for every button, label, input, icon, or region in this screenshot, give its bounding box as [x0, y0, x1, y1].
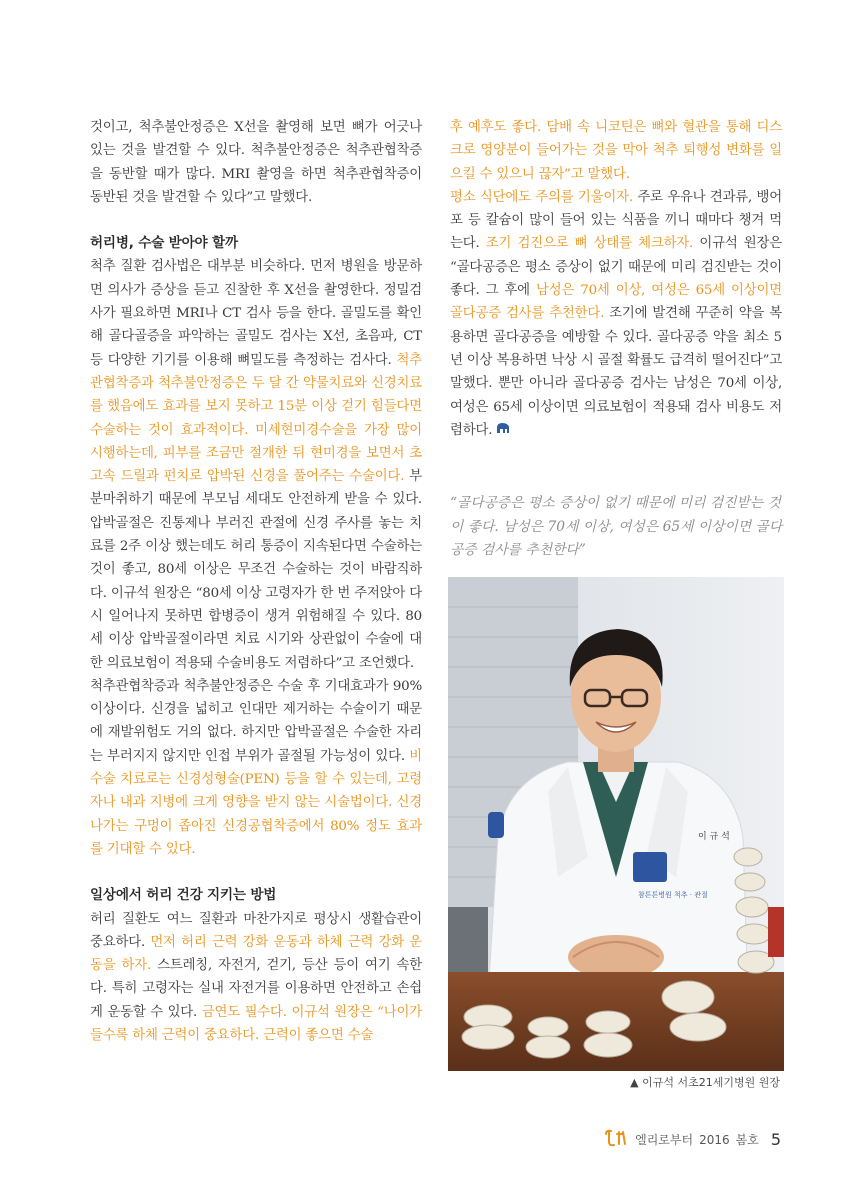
photo-caption: ▲ 이규석 서초21세기병원 원장	[630, 1076, 780, 1089]
svg-text:이 규 석: 이 규 석	[698, 832, 730, 842]
issue-year: 2016	[699, 1132, 730, 1147]
section-heading-surgery: 허리병, 수술 받아야 할까	[90, 235, 238, 252]
section-heading-daily: 일상에서 허리 건강 지키는 방법	[90, 887, 277, 904]
highlight-text: 남성은 70세 이상, 여성은 65세 이상이면 골다공증 검사를 추천한다.	[450, 283, 782, 322]
highlight-text: 비수술 치료로는 신경성형술(PEN) 등을 할 수 있는데, 고령자나 내과 지병에 크게 영향을 받지 않는 시술법이다. 신경 나가는 구멍이 좁아진 신경공협착증에서 80% 정도 효과를 기대할 수 있다.	[90, 748, 422, 857]
paragraph: 평소 식단에도 주의를 기울이자. 주로 우유나 견과류, 뱅어포 등 칼슘이 많이 들어 있는 식품을 끼니 때마다 챙겨 먹는다. 조기 검진으로 뼈 상태를 체크하자. 이규석 원장은 “골다공증은 평소 증상이 없기 때문에 미리 검진받는 것이 좋다. 그 후에 남성은 70세 이상, 여성은 65세 이상이면 골다공증 검사를 추천한다. 조기에 발견해 꾸준히 약을 복용하면 골다공증을 예방할 수 있다. 골다공증 약을 최소 5년 이상 복용하면 낙상 시 골절 확률도 급격히 떨어진다”고 말했다. 뿐만 아니라 골다공증 검사는 남성은 70세 이상, 여성은 65세 이상이면 의료보험이 적용돼 검사 비용도 저렴하다.	[450, 186, 782, 442]
paragraph: 후 예후도 좋다. 담배 속 니코틴은 뼈와 혈관을 통해 디스크로 영양분이 들어가는 것을 막아 척추 퇴행성 변화를 일으킬 수 있으니 끊자”고 말했다.	[450, 120, 782, 182]
paragraph: 것이고, 척추불안정증은 X선을 촬영해 보면 뼈가 어긋나 있는 것을 발견할 수 있다. 척추불안정증은 척추관협착증을 동반할 때가 많다. MRI 촬영을 하면 척추관협착증이 동반된 것을 발견할 수 있다”고 말했다.	[90, 120, 422, 205]
right-column	[450, 116, 782, 442]
highlight-text: 금연도 필수다. 이규석 원장은 “나이가 들수록 하체 근력이 중요하다. 근력이 좋으면 수술	[90, 1004, 422, 1043]
page-number: 5	[770, 1130, 781, 1149]
paragraph: 척추 질환 검사법은 대부분 비슷하다. 먼저 병원을 방문하면 의사가 증상을 듣고 진찰한 후 X선을 촬영한다. 정밀검사가 필요하면 MRI나 CT 검사 등을 한다. 골밀도를 확인해 골다골증을 파악하는 골밀도 검사는 X선, 초음파, CT 등 다양한 기기를 이용해 뼈밀도를 측정하는 검사다. 척추관협착증과 척추불안정증은 두 달 간 약물치료와 신경치료를 했음에도 효과를 보지 못하고 15분 이상 걷기 힘들다면 수술하는 것이 효과적이다. 미세현미경수술을 가장 많이 시행하는데, 피부를 조금만 절개한 뒤 현미경을 보면서 초고속 드릴과 펀치로 압박된 신경을 풀어주는 수술이다. 부분마취하기 때문에 부모님 세대도 안전하게 받을 수 있다. 압박골절은 진통제나 부러진 관절에 신경 주사를 놓는 치료를 2주 이상 했는데도 허리 통증이 지속된다면 수술하는 것이 좋고, 80세 이상은 무조건 수술하는 것이 바람직하다. 이규석 원장은 “80세 이상 고령자가 한 번 주저앉아 다시 일어나지 못하면 합병증이 생겨 위험해질 수 있다. 80세 이상 압박골절이라면 치료 시기와 상관없이 수술에 대한 의료보험이 적용돼 수술비용도 저렴하다”고 조언했다.	[90, 259, 422, 671]
highlight-text: 먼저 허리 근력 강화 운동과 하체 근력 강화 운동을 하자.	[90, 934, 422, 974]
end-mark-icon	[496, 419, 510, 442]
paragraph: 허리 질환도 여느 질환과 마찬가지로 평상시 생활습관이 중요하다. 먼저 허리 근력 강화 운동과 하체 근력 강화 운동을 하자. 스트레칭, 자전거, 걷기, 등산 등이 여기 속한다. 특히 고령자는 실내 자전거를 이용하면 안전하고 손쉽게 운동할 수 있다. 금연도 필수다. 이규석 원장은 “나이가 들수록 하체 근력이 중요하다. 근력이 좋으면 수술	[90, 911, 422, 1043]
pull-quote: “골다공증은 평소 증상이 없기 때문에 미리 검진받는 것이 좋다. 남성은 70세 이상, 여성은 65세 이상이면 골다공증 검사를 추천한다”	[450, 495, 783, 558]
page-footer	[603, 1128, 781, 1151]
highlight-text: 평소 식단에도 주의를 기울이자.	[450, 189, 633, 205]
highlight-text: 조기 검진으로 뼈 상태를 체크하자.	[485, 236, 694, 252]
left-column	[90, 116, 422, 1047]
paragraph: 척추관협착증과 척추불안정증은 수술 후 기대효과가 90% 이상이다. 신경을 넓히고 인대만 제거하는 수술이기 때문에 재발위험도 거의 없다. 하지만 압박골절은 수술한 자리는 부러지지 않지만 인접 부위가 골절될 가능성이 있다. 비수술 치료로는 신경성형술(PEN) 등을 할 수 있는데, 고령자나 내과 지병에 크게 영향을 받지 않는 시술법이다. 신경 나가는 구멍이 좁아진 신경공협착증에서 80% 정도 효과를 기대할 수 있다.	[90, 678, 422, 857]
highlight-text: 척추관협착증과 척추불안정증은 두 달 간 약물치료와 신경치료를 했음에도 효과를 보지 못하고 15분 이상 걷기 힘들다면 수술하는 것이 효과적이다. 미세현미경수술을 가장 많이 시행하는데, 피부를 조금만 절개한 뒤 현미경을 보면서 초고속 드릴과 펀치로 압박된 신경을 풀어주는 수술이다.	[90, 352, 422, 485]
magazine-logo-icon	[603, 1128, 629, 1151]
doctor-photo	[448, 577, 784, 1071]
magazine-name: 엘리로부터	[635, 1133, 694, 1147]
svg-text:참튼튼병원 척추 · 관절: 참튼튼병원 척추 · 관절	[638, 891, 708, 899]
issue-season: 봄호	[735, 1133, 759, 1147]
